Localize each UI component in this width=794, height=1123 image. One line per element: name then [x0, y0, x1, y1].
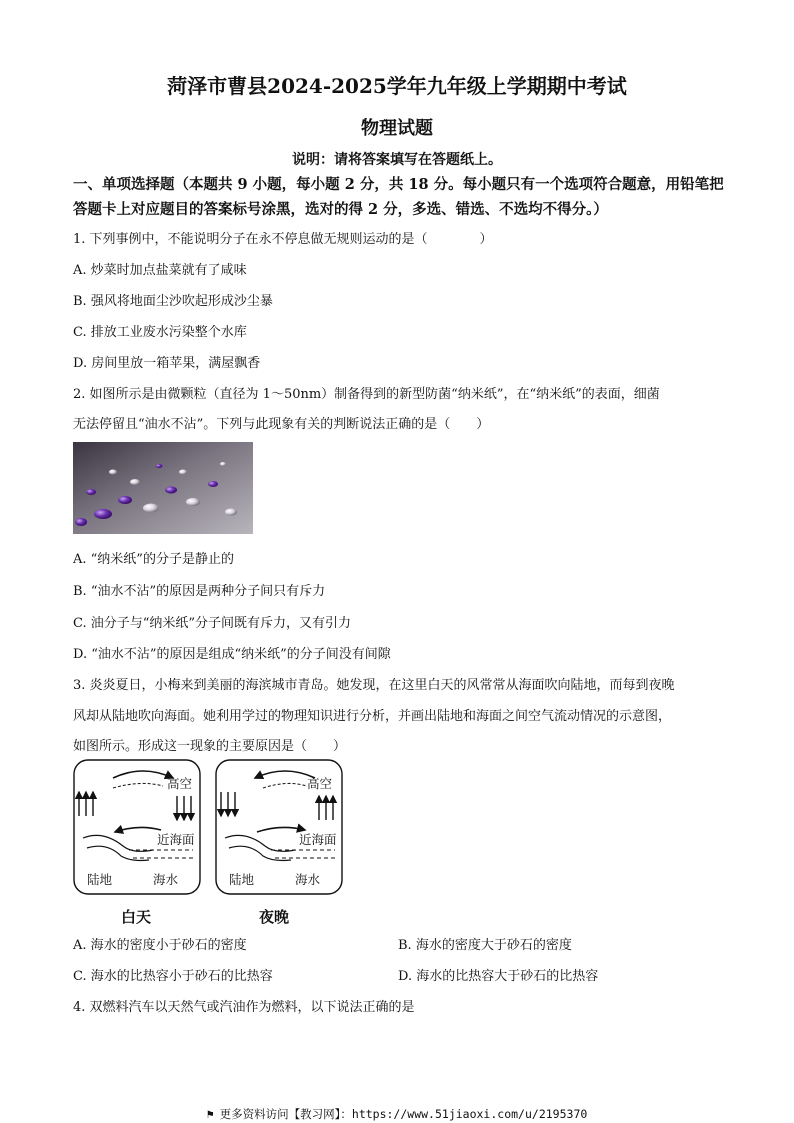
question-1-option-b: B. 强风将地面尘沙吹起形成沙尘暴 [73, 294, 273, 309]
section-heading: 一、单项选择题（本题共 9 小题，每小题 2 分，共 18 分。每小题只有一个选项符合题意，用铅笔把答题卡上对应题目的答案标号涂黑，选对的得 2 分，多选、错选、不选均不得分。） [73, 176, 724, 218]
question-1-stem: 1. 下列事例中，不能说明分子在永不停息做无规则运动的是（ ） [73, 232, 493, 247]
question-1-option-c: C. 排放工业废水污染整个水库 [73, 325, 247, 340]
question-1-option-d: D. 房间里放一箱苹果，满屋飘香 [73, 356, 261, 371]
night-land-label: 陆地 [229, 872, 255, 887]
night-caption: 夜晚 [259, 908, 290, 926]
night-sea-label: 海水 [295, 872, 321, 887]
question-3-stem-line-2: 风却从陆地吹向海面。她利用学过的物理知识进行分析，并画出陆地和海面之间空气流动情况的示意图， [73, 709, 672, 724]
question-3-option-d: D. 海水的比热容大于砂石的比热容 [398, 969, 599, 984]
question-1-option-a: A. 炒菜时加点盐菜就有了咸味 [73, 263, 247, 278]
question-2-option-c: C. 油分子与“纳米纸”分子间既有斥力，又有引力 [73, 616, 352, 631]
question-3-option-a: A. 海水的密度小于砂石的密度 [73, 938, 247, 953]
question-3-option-b: B. 海水的密度大于砂石的密度 [398, 938, 572, 953]
day-land-label: 陆地 [87, 872, 113, 887]
question-4-stem: 4. 双燃料汽车以天然气或汽油作为燃料，以下说法正确的是 [73, 1000, 415, 1015]
flag-icon: ⚑ [206, 1107, 214, 1121]
sea-breeze-diagram [73, 758, 345, 928]
day-sea-surface-label: 近海面 [157, 832, 195, 847]
question-3-option-c: C. 海水的比热容小于砂石的比热容 [73, 969, 273, 984]
question-2-option-d: D. “油水不沾”的原因是组成“纳米纸”的分子间没有间隙 [73, 647, 391, 662]
night-sea-surface-label: 近海面 [299, 832, 337, 847]
day-high-label: 高空 [167, 776, 193, 791]
nano-paper-photo [73, 442, 253, 534]
question-2-option-b: B. “油水不沾”的原因是两种分子间只有斥力 [73, 584, 326, 599]
footer-link-text[interactable]: 更多资料访问【教习网】：https://www.51jiaoxi.com/u/2195370 [219, 1107, 588, 1121]
question-2-stem-line-1: 2. 如图所示是由微颗粒（直径为 1～50nm）制备得到的新型防菌“纳米纸”，在“纳米纸”的表面，细菌 [73, 387, 660, 402]
footer [0, 1106, 794, 1122]
question-3-stem-line-1: 3. 炎炎夏日，小梅来到美丽的海滨城市青岛。她发现，在这里白天的风常常从海面吹向陆地，而每到夜晚 [73, 678, 675, 693]
question-2-option-a: A. “纳米纸”的分子是静止的 [73, 552, 234, 567]
page-subtitle: 物理试题 [361, 118, 433, 139]
page-title: 菏泽市曹县2024-2025学年九年级上学期期中考试 [167, 74, 627, 98]
day-sea-label: 海水 [153, 872, 179, 887]
question-2-stem-line-2: 无法停留且“油水不沾”。下列与此现象有关的判断说法正确的是（ ） [73, 417, 490, 432]
day-caption: 白天 [121, 908, 152, 926]
question-3-stem-line-3: 如图所示。形成这一现象的主要原因是（ ） [73, 739, 347, 754]
exam-note: 说明：请将答案填写在答题纸上。 [292, 152, 502, 168]
night-high-label: 高空 [307, 776, 333, 791]
